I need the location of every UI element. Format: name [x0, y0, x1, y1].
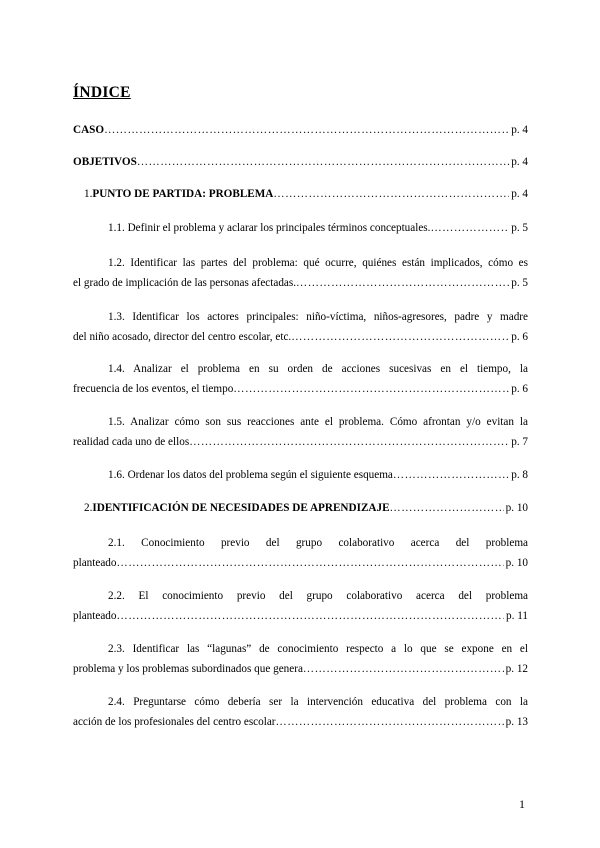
toc-leader: [189, 435, 509, 450]
toc-title-line2: problema y los problemas subordinados que genera: [73, 663, 303, 675]
toc-entry-1-1[interactable]: [73, 221, 528, 236]
toc-entry-1-5[interactable]: [73, 415, 528, 450]
toc-title-line2: planteado: [73, 610, 117, 622]
toc-leader: [291, 330, 509, 345]
section-number: 1.: [84, 188, 93, 200]
toc-title-line2: del niño acosado, director del centro escolar, etc.: [73, 331, 292, 343]
toc-entry-1-4[interactable]: [73, 362, 528, 397]
toc-leader: [273, 187, 509, 202]
toc-page: p. 6: [511, 331, 528, 343]
toc-leader: [104, 123, 509, 138]
toc-entry-section-2[interactable]: [73, 501, 528, 516]
toc-title-line1: 2.3. Identificar las “lagunas” de conocimiento respecto a lo que se expone en el: [108, 643, 528, 655]
toc-title-line1: 2.2. El conocimiento previo del grupo colaborativo acerca del problema: [108, 590, 528, 602]
toc-title-line1: 2.1. Conocimiento previo del grupo colaborativo acerca del problema: [108, 537, 528, 549]
toc-entry-objetivos[interactable]: [73, 155, 528, 170]
toc-entry-2-4[interactable]: [73, 695, 528, 730]
toc-leader: [390, 501, 504, 516]
toc-title-line1: 1.2. Identificar las partes del problema: qué ocurre, quiénes están implicados, cómo es: [108, 257, 528, 269]
toc-leader: [117, 609, 505, 624]
toc-leader: [117, 556, 504, 571]
section-number: 2.: [84, 502, 93, 514]
toc-entry-caso[interactable]: [73, 123, 528, 138]
toc-page: p. 4: [511, 156, 528, 168]
toc-title-line2: frecuencia de los eventos, el tiempo: [73, 383, 234, 395]
toc-title-line1: 1.3. Identificar los actores principales: niño-víctima, niños-agresores, padre y madre: [108, 311, 528, 323]
index-heading: ÍNDICE: [73, 84, 131, 101]
toc-title-line2: realidad cada uno de ellos: [73, 436, 190, 448]
toc-page: p. 4: [511, 124, 528, 136]
toc-title: IDENTIFICACIÓN DE NECESIDADES DE APRENDIZAJE: [92, 502, 390, 514]
toc-page: p. 13: [505, 716, 528, 728]
toc-title-line1: 2.4. Preguntarse cómo debería ser la intervención educativa del problema con la: [108, 696, 528, 708]
toc-title: OBJETIVOS: [73, 156, 137, 168]
toc-entry-1-6[interactable]: [73, 468, 528, 483]
toc-title-line1: 1.5. Analizar cómo son sus reacciones ante el problema. Cómo afrontan y/o evitan la: [108, 416, 528, 428]
toc-leader: [233, 382, 509, 397]
toc-title-line1: 1.4. Analizar el problema en su orden de acciones sucesivas en el tiempo, la: [108, 363, 528, 375]
toc-leader: [430, 221, 509, 236]
toc-title-line2: planteado: [73, 557, 117, 569]
page-number: 1: [519, 797, 525, 811]
toc-page: p. 10: [505, 557, 528, 569]
toc-leader: [276, 715, 504, 730]
toc-page: p. 10: [505, 502, 528, 514]
toc-title-line2: el grado de implicación de las personas afectadas.: [73, 277, 297, 289]
toc-page: p. 4: [511, 188, 528, 200]
toc-entry-2-1[interactable]: [73, 536, 528, 571]
toc-page: p. 11: [506, 610, 528, 622]
toc-page: p. 12: [505, 663, 528, 675]
toc-title: 1.1. Definir el problema y aclarar los principales términos conceptuales.: [108, 222, 431, 234]
toc-page: p. 8: [511, 469, 528, 481]
toc-page: p. 5: [511, 222, 528, 234]
toc-leader: [137, 155, 509, 170]
toc-title: PUNTO DE PARTIDA: PROBLEMA: [92, 188, 274, 200]
toc-title-line2: acción de los profesionales del centro escolar: [73, 716, 276, 728]
toc-page: p. 7: [511, 436, 528, 448]
toc-entry-1-3[interactable]: [73, 310, 528, 345]
toc-entry-section-1[interactable]: [73, 187, 528, 202]
toc-leader: [393, 468, 509, 483]
toc-page: p. 5: [511, 277, 528, 289]
toc-leader: [296, 276, 509, 291]
toc-page: p. 6: [511, 383, 528, 395]
toc-title: 1.6. Ordenar los datos del problema según el siguiente esquema: [108, 469, 393, 481]
toc-entry-2-2[interactable]: [73, 589, 528, 624]
toc-entry-2-3[interactable]: [73, 642, 528, 677]
toc-title: CASO: [73, 124, 105, 136]
toc-leader: [303, 662, 504, 677]
toc-entry-1-2[interactable]: [73, 256, 528, 291]
